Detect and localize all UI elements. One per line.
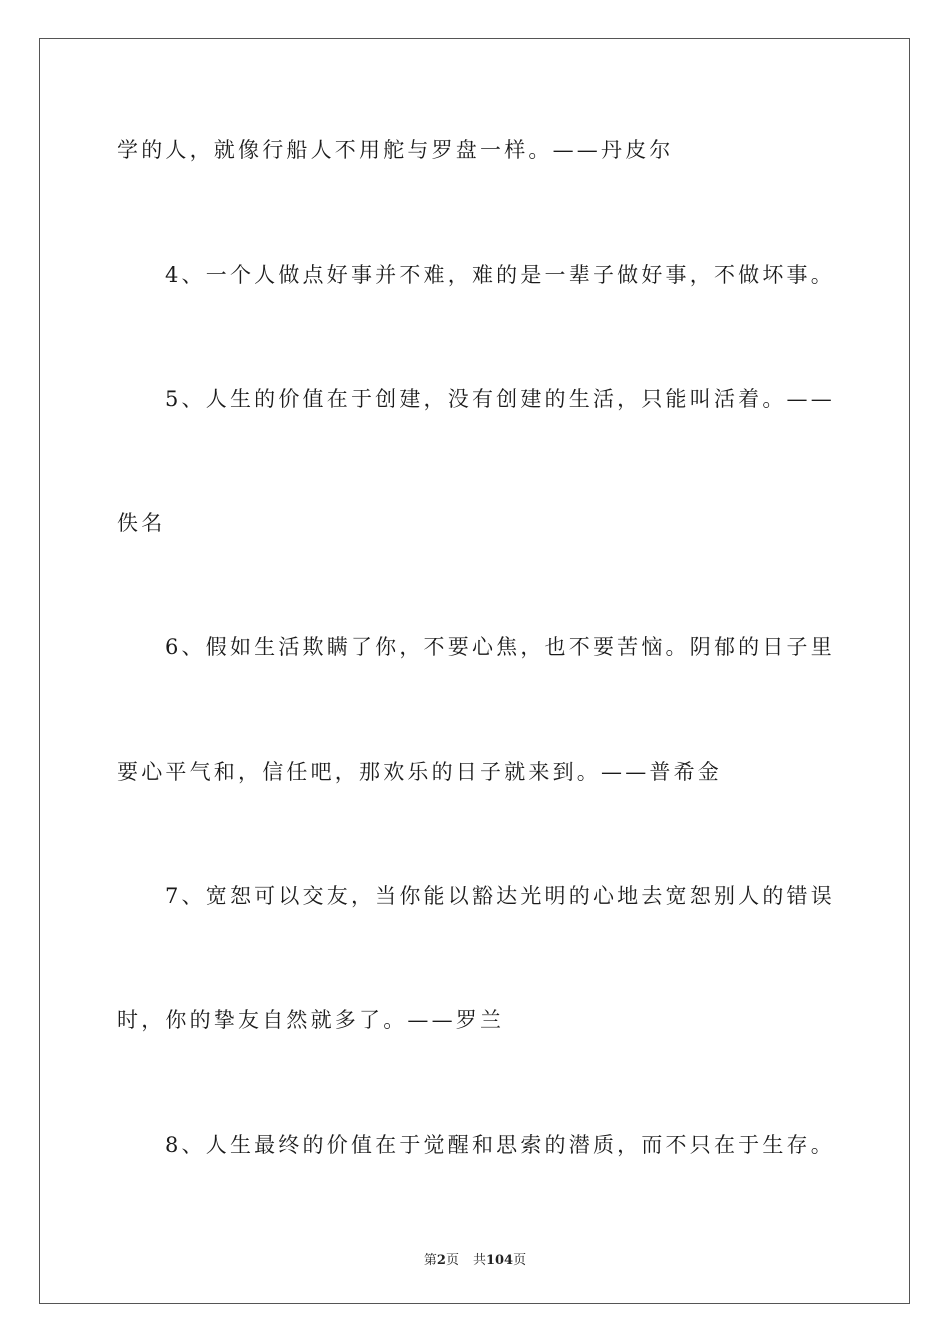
footer-page-suffix: 页 bbox=[445, 1253, 459, 1268]
text-line-2: 4、一个人做点好事并不难，难的是一辈子做好事，不做坏事。 bbox=[165, 263, 835, 287]
footer-page-prefix: 第 bbox=[423, 1253, 437, 1268]
footer-page-number: 2 bbox=[436, 1253, 446, 1268]
page-border bbox=[39, 38, 910, 1304]
text-line-6: 要心平气和，信任吧，那欢乐的日子就来到。——普希金 bbox=[117, 760, 722, 784]
footer-total-prefix: 共 bbox=[472, 1253, 486, 1268]
text-line-4: 佚名 bbox=[117, 511, 166, 535]
text-line-1: 学的人，就像行船人不用舵与罗盘一样。——丹皮尔 bbox=[117, 138, 674, 162]
text-line-8: 时，你的挚友自然就多了。——罗兰 bbox=[117, 1008, 505, 1032]
footer-total-suffix: 页 bbox=[513, 1253, 527, 1268]
text-line-3: 5、人生的价值在于创建，没有创建的生活，只能叫活着。—— bbox=[165, 387, 835, 411]
text-line-5: 6、假如生活欺瞒了你，不要心焦，也不要苦恼。阴郁的日子里 bbox=[165, 635, 835, 659]
text-line-7: 7、宽恕可以交友，当你能以豁达光明的心地去宽恕别人的错误 bbox=[165, 884, 835, 908]
footer-total-number: 104 bbox=[485, 1253, 514, 1268]
text-line-9: 8、人生最终的价值在于觉醒和思索的潜质，而不只在于生存。 bbox=[165, 1133, 835, 1157]
page-footer bbox=[0, 1249, 950, 1268]
